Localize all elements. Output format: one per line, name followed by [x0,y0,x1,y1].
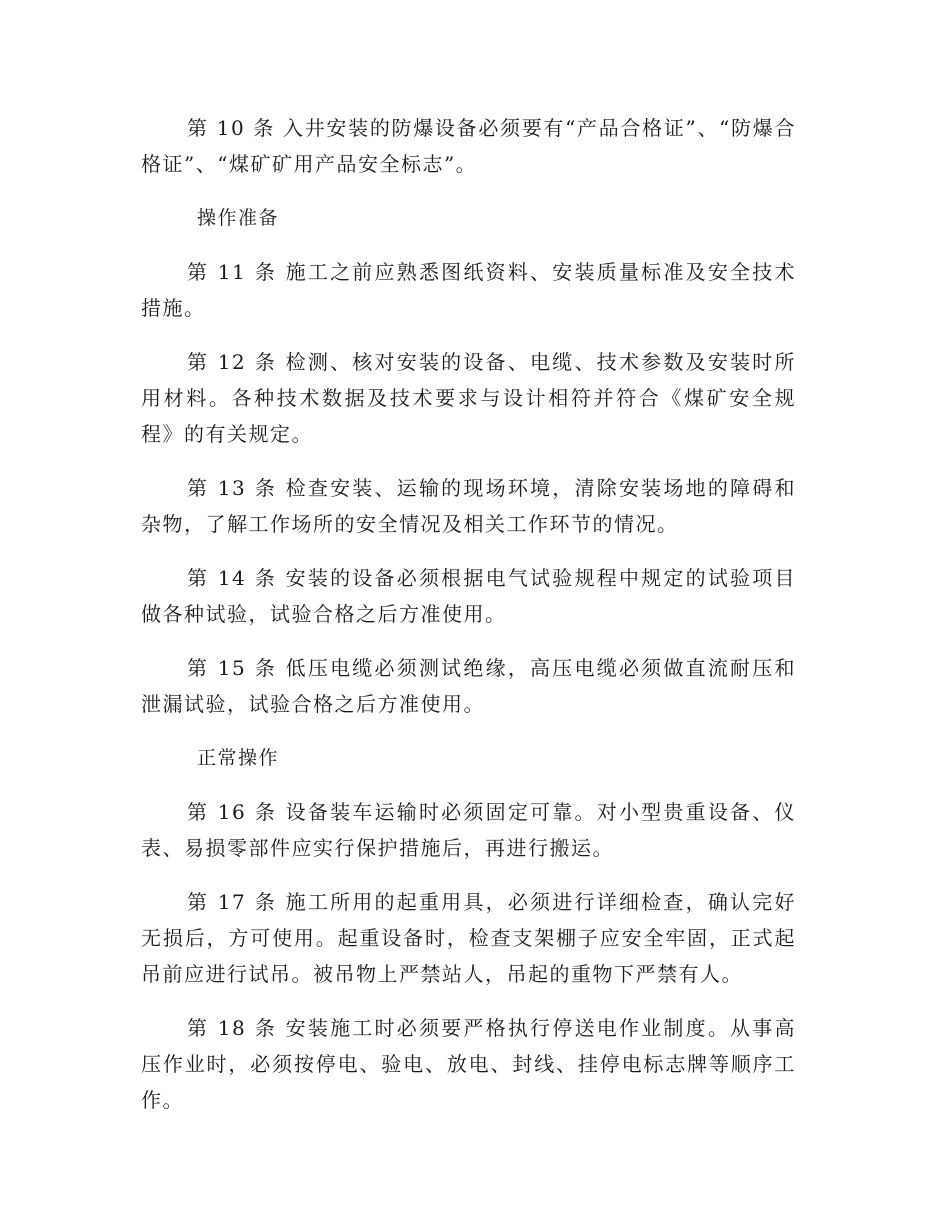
article-10: 第 10 条 入井安装的防爆设备必须要有“产品合格证”、“防爆合格证”、“煤矿矿用产品安全标志”。 [141,116,796,176]
document-body [141,110,796,1136]
article-16: 第 16 条 设备装车运输时必须固定可靠。对小型贵重设备、仪表、易损零部件应实行保护措施后，再进行搬运。 [141,800,796,860]
article-11: 第 11 条 施工之前应熟悉图纸资料、安装质量标准及安全技术措施。 [141,260,796,320]
article-17: 第 17 条 施工所用的起重用具，必须进行详细检查，确认完好无损后，方可使用。起重设备时，检查支架棚子应安全牢固，正式起吊前应进行试吊。被吊物上严禁站人，吊起的重物下严禁有人。 [141,890,796,986]
article-13: 第 13 条 检查安装、运输的现场环境，清除安装场地的障碍和杂物，了解工作场所的安全情况及相关工作环节的情况。 [141,476,796,536]
article-18: 第 18 条 安装施工时必须要严格执行停送电作业制度。从事高压作业时，必须按停电、验电、放电、封线、挂停电标志牌等顺序工作。 [141,1016,796,1112]
article-12: 第 12 条 检测、核对安装的设备、电缆、技术参数及安装时所用材料。各种技术数据及技术要求与设计相符并符合《煤矿安全规程》的有关规定。 [141,350,796,446]
section-heading-preparation: 操作准备 [197,207,280,229]
article-14: 第 14 条 安装的设备必须根据电气试验规程中规定的试验项目做各种试验，试验合格之后方准使用。 [141,566,796,626]
article-15: 第 15 条 低压电缆必须测试绝缘，高压电缆必须做直流耐压和泄漏试验，试验合格之后方准使用。 [141,656,796,716]
section-heading-normal-operation: 正常操作 [197,747,280,769]
